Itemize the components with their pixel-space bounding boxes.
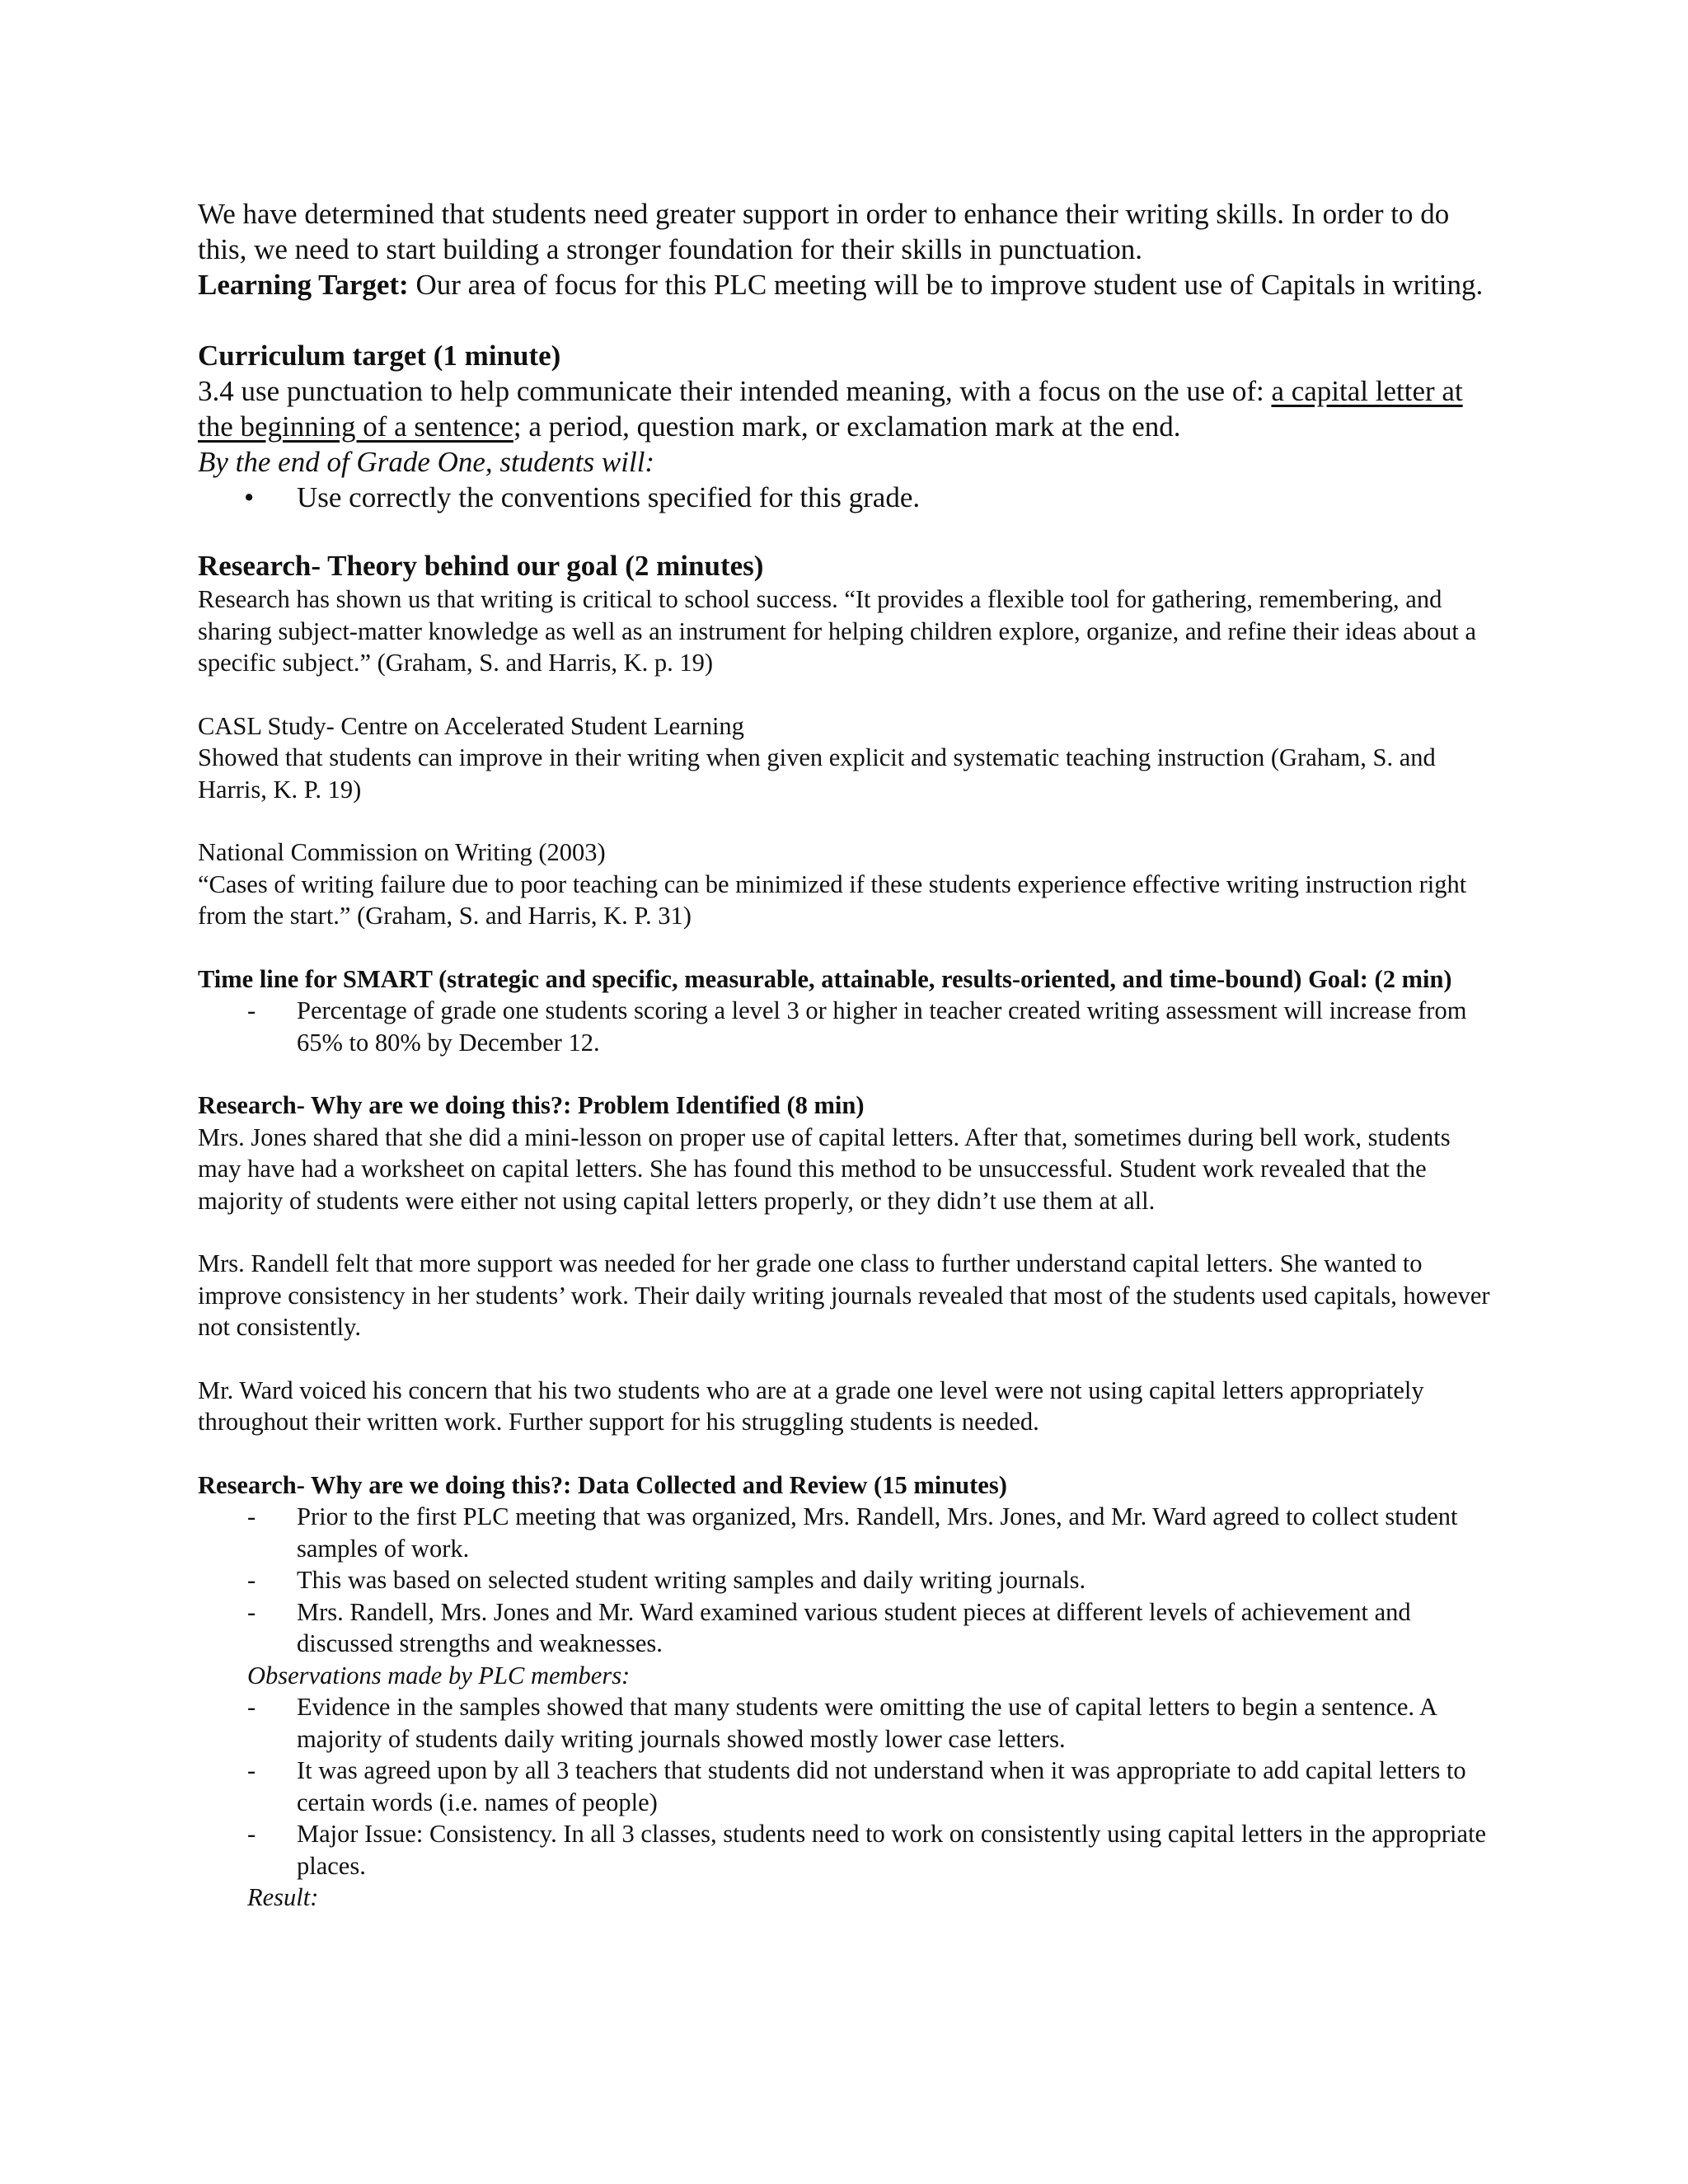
list-item [198, 1818, 1493, 1882]
dash-icon: - [247, 1820, 256, 1848]
list-item-text: Percentage of grade one students scoring a level 3 or higher in teacher created writing assessment will increase from 65% to 80% by December 12. [297, 996, 1467, 1057]
list-item-text: Mrs. Randell, Mrs. Jones and Mr. Ward examined various student pieces at different levels of achievement and discussed strengths and weaknesses. [297, 1597, 1411, 1657]
problem-paragraph-ward: Mr. Ward voiced his concern that his two students who are at a grade one level were not using capital letters appropriately throughout their written work. Further support for his struggling students is needed. [198, 1376, 1424, 1436]
data-review-section [198, 1469, 1493, 1914]
ncw-title: National Commission on Writing (2003) [198, 838, 606, 866]
list-item [198, 1596, 1493, 1660]
dash-icon: - [247, 996, 256, 1024]
dash-icon: - [247, 1566, 256, 1594]
data-review-list [198, 1501, 1493, 1660]
observations-label: Observations made by PLC members: [247, 1661, 631, 1690]
intro-section [198, 196, 1493, 302]
result-label: Result: [247, 1883, 319, 1911]
dash-icon: - [247, 1502, 256, 1530]
problem-paragraph-jones: Mrs. Jones shared that she did a mini-lesson on proper use of capital letters. After that, sometimes during bell work, students may have had a worksheet on capital letters. She has found this method to be unsuccessful. Student work revealed that the majority of students were either not using capital letters properly, or they didn’t use them at all. [198, 1122, 1451, 1215]
learning-target [198, 267, 1493, 302]
curriculum-text [198, 373, 1493, 444]
problem-section [198, 1090, 1493, 1438]
learning-target-text: Our area of focus for this PLC meeting will be to improve student use of Capitals in writing. [408, 269, 1484, 301]
observations-list [198, 1691, 1493, 1882]
list-item-text: Use correctly the conventions specified for this grade. [297, 481, 921, 513]
dash-icon: - [247, 1597, 256, 1626]
smart-section [198, 963, 1493, 1059]
list-item-text: This was based on selected student writing samples and daily writing journals. [297, 1566, 1086, 1594]
curriculum-text-underlined: a capital letter at the beginning of a sentence [198, 375, 1463, 443]
ncw-text: “Cases of writing failure due to poor teaching can be minimized if these students experience effective writing instruction right from the start.” (Graham, S. and Harris, K. P. 31) [198, 869, 1467, 930]
casl-title: CASL Study- Centre on Accelerated Student Learning [198, 711, 744, 740]
curriculum-text-start: 3.4 use punctuation to help communicate their intended meaning, with a focus on the use of: [198, 375, 1272, 407]
document-page [198, 196, 1493, 1914]
intro-paragraph: We have determined that students need greater support in order to enhance their writing skills. In order to do this, we need to start building a stronger foundation for their skills in punctuation. [198, 198, 1450, 265]
research-theory-paragraph: Research has shown us that writing is critical to school success. “It provides a flexible tool for gathering, remembering, and sharing subject-matter knowledge as well as an instrument for helping children explore, organize, and refine their ideas about a specific subject.” (Graham, S. and Harris, K. p. 19) [198, 585, 1477, 677]
research-theory-heading: Research- Theory behind our goal (2 minutes) [198, 550, 764, 582]
curriculum-section [198, 338, 1493, 515]
casl-text: Showed that students can improve in their writing when given explicit and systematic teaching instruction (Graham, S. and Harris, K. P. 19) [198, 743, 1436, 804]
data-review-heading: Research- Why are we doing this?: Data Collected and Review (15 minutes) [198, 1470, 1007, 1499]
curriculum-text-end: ; a period, question mark, or exclamation mark at the end. [513, 410, 1181, 443]
smart-heading: Time line for SMART (strategic and specific, measurable, attainable, results-oriented, and time-bound) Goal: (2 min) [198, 964, 1452, 993]
curriculum-subheading: By the end of Grade One, students will: [198, 446, 655, 478]
problem-paragraph-randell: Mrs. Randell felt that more support was needed for her grade one class to further understand capital letters. She wanted to improve consistency in her students’ work. Their daily writing journals revealed that most of the students used capitals, however not consistently. [198, 1249, 1490, 1341]
list-item [198, 480, 1493, 515]
dash-icon: - [247, 1693, 256, 1721]
list-item [198, 995, 1493, 1058]
research-theory-section [198, 548, 1493, 932]
list-item-text: It was agreed upon by all 3 teachers that students did not understand when it was appropriate to add capital letters to certain words (i.e. names of people) [297, 1756, 1466, 1816]
list-item [198, 1564, 1493, 1596]
list-item [198, 1501, 1493, 1564]
list-item [198, 1691, 1493, 1755]
list-item-text: Prior to the first PLC meeting that was organized, Mrs. Randell, Mrs. Jones, and Mr. Ward agreed to collect student samples of work. [297, 1502, 1458, 1563]
smart-list [198, 995, 1493, 1058]
bullet-icon: • [244, 481, 255, 513]
list-item-text: Evidence in the samples showed that many students were omitting the use of capital letters to begin a sentence. A majority of students daily writing journals showed mostly lower case letters. [297, 1693, 1437, 1753]
list-item [198, 1755, 1493, 1818]
dash-icon: - [247, 1756, 256, 1784]
learning-target-label: Learning Target: [198, 269, 409, 301]
curriculum-heading: Curriculum target (1 minute) [198, 340, 561, 372]
problem-heading: Research- Why are we doing this?: Problem Identified (8 min) [198, 1091, 865, 1119]
curriculum-bullet-list [198, 480, 1493, 515]
list-item-text: Major Issue: Consistency. In all 3 classes, students need to work on consistently using capital letters in the appropriate places. [297, 1820, 1487, 1880]
